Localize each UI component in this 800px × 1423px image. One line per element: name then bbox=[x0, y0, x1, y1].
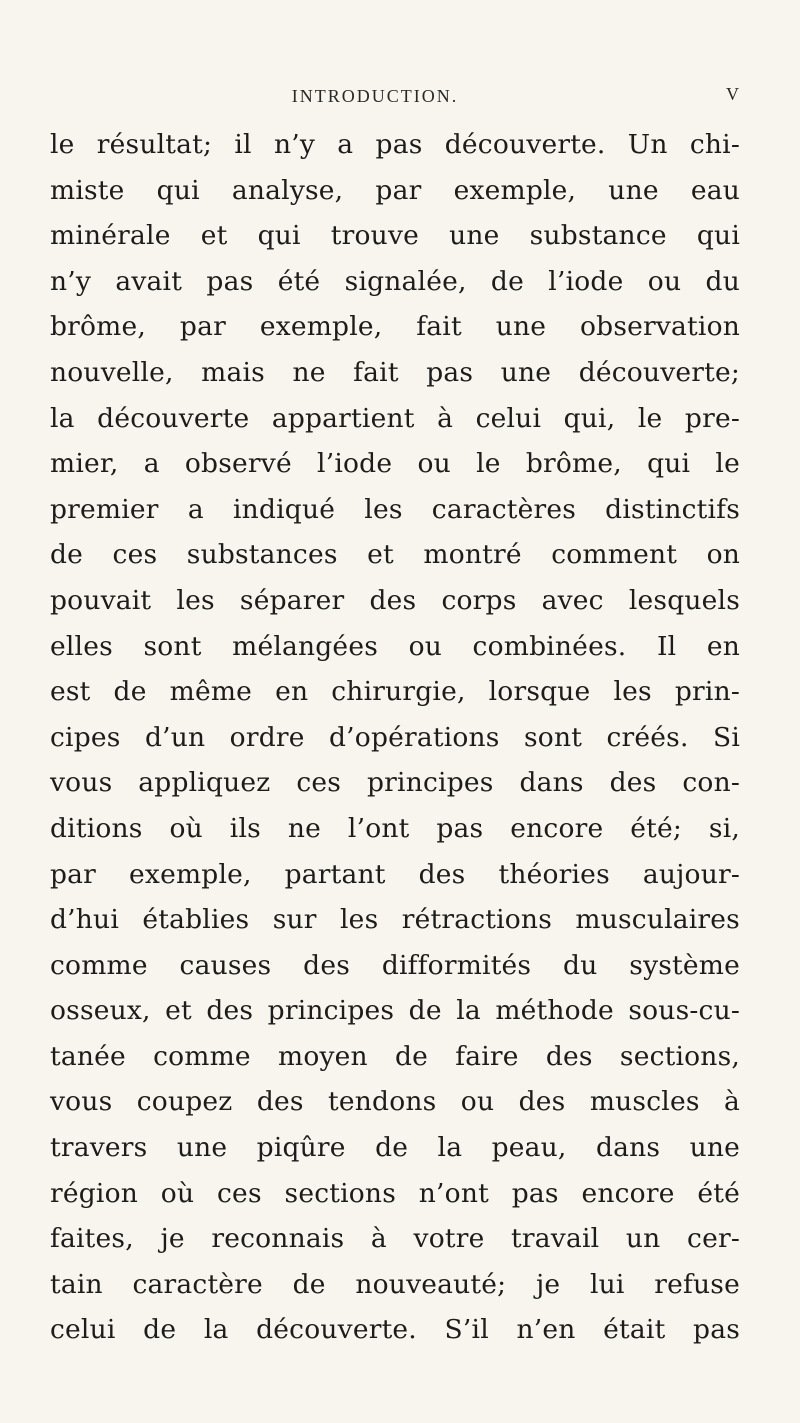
text-line: ditions où ils ne l’ont pas encore été; si, bbox=[50, 812, 740, 844]
text-line: région où ces sections n’ont pas encore été bbox=[50, 1177, 740, 1209]
text-line: vous coupez des tendons ou des muscles à bbox=[50, 1086, 740, 1118]
text-line: premier a indiqué les caractères distinctifs bbox=[50, 493, 740, 525]
text-line: par exemple, partant des théories aujour- bbox=[50, 858, 740, 890]
body-text bbox=[50, 122, 740, 1353]
text-line: la découverte appartient à celui qui, le pre- bbox=[50, 402, 740, 434]
text-line: minérale et qui trouve une substance qui bbox=[50, 220, 740, 252]
text-line: comme causes des difformités du système bbox=[50, 949, 740, 981]
text-line: cipes d’un ordre d’opérations sont créés. Si bbox=[50, 721, 740, 753]
text-line: tain caractère de nouveauté; je lui refuse bbox=[50, 1268, 740, 1300]
text-line: celui de la découverte. S’il n’en était pas bbox=[50, 1314, 740, 1346]
running-head: INTRODUCTION. bbox=[291, 86, 459, 106]
text-line: nouvelle, mais ne fait pas une découverte; bbox=[50, 356, 740, 388]
text-line: le résultat; il n’y a pas découverte. Un chi- bbox=[50, 129, 740, 160]
text-line: miste qui analyse, par exemple, une eau bbox=[50, 174, 740, 206]
text-line: osseux, et des principes de la méthode sous-cu- bbox=[50, 995, 740, 1027]
text-line: pouvait les séparer des corps avec lesquels bbox=[50, 584, 740, 616]
text-line: de ces substances et montré comment on bbox=[50, 539, 740, 571]
text-line: d’hui établies sur les rétractions musculaires bbox=[50, 904, 740, 936]
text-line: travers une piqûre de la peau, dans une bbox=[50, 1132, 740, 1164]
text-line: n’y avait pas été signalée, de l’iode ou du bbox=[50, 265, 740, 297]
text-line: vous appliquez ces principes dans des con- bbox=[50, 767, 740, 799]
text-line: mier, a observé l’iode ou le brôme, qui le bbox=[50, 448, 740, 480]
text-line: faites, je reconnais à votre travail un cer- bbox=[50, 1223, 740, 1255]
text-line: elles sont mélangées ou combinées. Il en bbox=[50, 630, 740, 662]
text-line: est de même en chirurgie, lorsque les prin- bbox=[50, 676, 740, 708]
page-number: V bbox=[726, 84, 739, 104]
text-line: brôme, par exemple, fait une observation bbox=[50, 311, 740, 343]
text-line: tanée comme moyen de faire des sections, bbox=[50, 1040, 740, 1072]
